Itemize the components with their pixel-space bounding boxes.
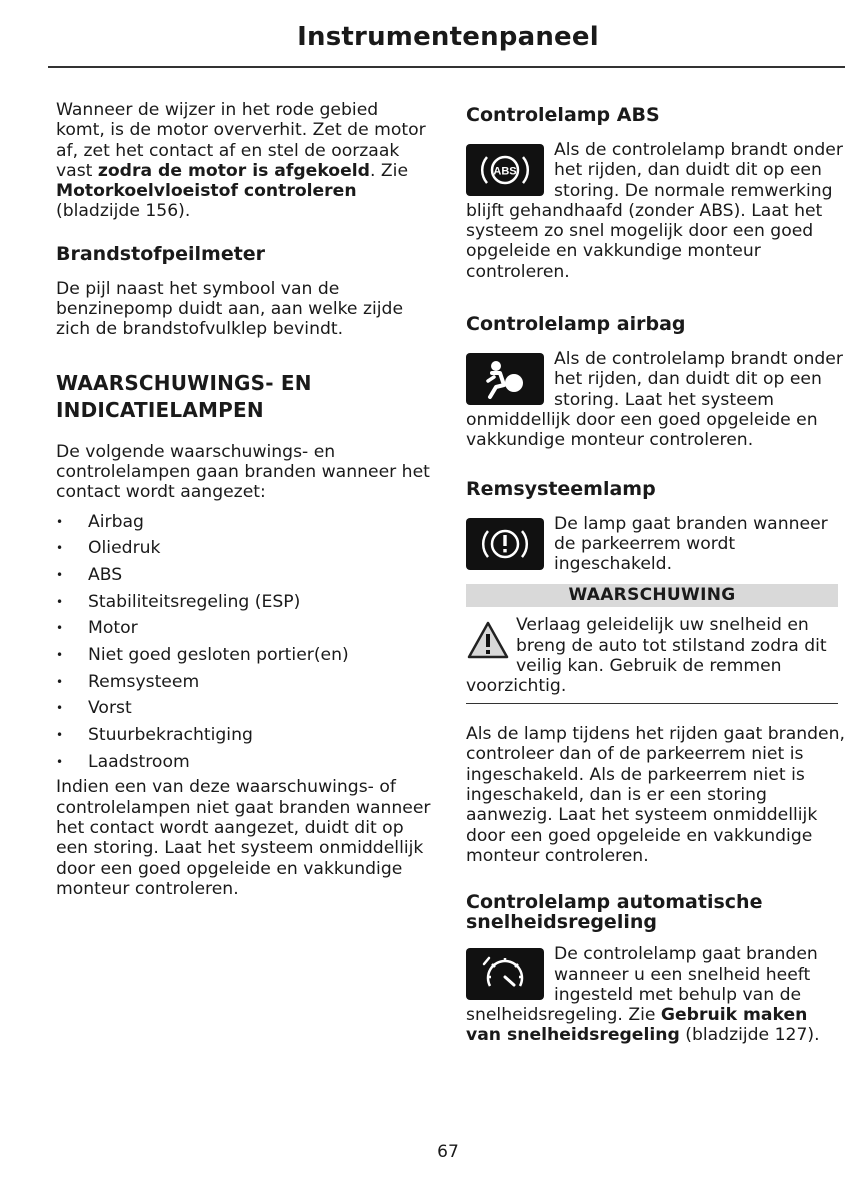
list-item: • Niet goed gesloten portier(en) (56, 644, 432, 671)
brake-heading: Remsysteemlamp (466, 477, 656, 500)
section-heading-line-2: INDICATIELAMPEN (56, 397, 264, 422)
cruise-control-icon (466, 948, 544, 1000)
outro-paragraph: Indien een van deze waarschuwings- of controlelampen niet gaat branden wanneer het contact wordt aangezet, duidt dit op een storing. Laat het systeem onmiddellijk door een goed opgeleide en vakkundige monteur controleren. (56, 777, 431, 899)
right-column (466, 100, 846, 1046)
cruise-link[interactable]: Gebruik maken van snelheidsregeling (466, 1005, 808, 1046)
list-item: • Oliedruk (56, 537, 432, 564)
intro-link-coolant[interactable]: Motorkoelvloeistof controleren (56, 181, 357, 202)
brake-text: De lamp gaat branden wanneer de parkeerrem wordt ingeschakeld. (554, 513, 828, 575)
warning-text: Verlaag geleidelijk uw snelheid en breng de auto tot stilstand zodra dit veilig kan. Gebruik de remmen voorzichtig. (466, 615, 827, 697)
cruise-text-end: (bladzijde 127). (679, 1025, 820, 1046)
brake-warning-icon (466, 518, 544, 570)
section-heading-line-1: WAARSCHUWINGS- EN (56, 370, 312, 395)
list-item: • Airbag (56, 511, 432, 538)
cruise-text-body: De controlelamp gaat branden wanneer u een snelheid heeft ingesteld met behulp van de snelheidsregeling. Zie (466, 944, 818, 1026)
cruise-heading-line-2: snelheidsregeling (466, 911, 657, 934)
airbag-block (466, 349, 846, 450)
list-item: • Laadstroom (56, 751, 432, 778)
left-column (56, 100, 432, 899)
abs-heading: Controlelamp ABS (466, 104, 660, 126)
cruise-heading (466, 892, 846, 932)
airbag-heading: Controlelamp airbag (466, 313, 686, 336)
header-divider (48, 66, 845, 68)
section-heading (56, 370, 432, 424)
lamp-list (56, 511, 432, 778)
list-item: • Remsysteem (56, 671, 432, 698)
abs-warning-icon (466, 144, 544, 196)
warning-triangle-icon (466, 619, 510, 665)
list-item: • Vorst (56, 697, 432, 724)
cruise-heading-line-1: Controlelamp automatische (466, 891, 763, 914)
intro-text-3: (bladzijde 156). (56, 201, 191, 222)
warning-block (466, 615, 846, 696)
fuel-gauge-heading: Brandstofpeilmeter (56, 242, 266, 265)
fuel-gauge-text: De pijl naast het symbool van de benzinepomp duidt aan, aan welke zijde zich de brandstofvulklep bevindt. (56, 278, 404, 340)
intro-text-1: Wanneer de wijzer in het rode gebied komt, is de motor oververhit. Zet de motor af, zet het contact af en stel de oorzaak vast (56, 100, 426, 181)
page-title: Instrumentenpaneel (297, 22, 599, 52)
abs-text: Als de controlelamp brandt onder het rijden, dan duidt dit op een storing. De normale remwerking blijft gehandhaafd (zonder ABS). Laat het systeem zo snel mogelijk door een goed opgeleide en vakkundige monteur controleren. (466, 140, 843, 282)
intro-paragraph (56, 100, 432, 222)
airbag-warning-icon (466, 353, 544, 405)
brake-block (466, 514, 846, 575)
list-item: • Stuurbekrachtiging (56, 724, 432, 751)
list-item: • Stabiliteitsregeling (ESP) (56, 591, 432, 618)
warning-banner: WAARSCHUWING (466, 584, 838, 607)
list-item: • Motor (56, 617, 432, 644)
abs-icon-label: ABS (493, 165, 517, 178)
warning-divider (466, 703, 838, 705)
airbag-text: Als de controlelamp brandt onder het rijden, dan duidt dit op een storing. Laat het systeem onmiddellijk door een goed opgeleide en vakkundige monteur controleren. (466, 349, 843, 451)
list-item: • ABS (56, 564, 432, 591)
brake-text-2: Als de lamp tijdens het rijden gaat branden, controleer dan of de parkeerrem niet is ingeschakeld. Als de parkeerrem niet is ingeschakeld, dan is er een storing aanwezig. Laat het systeem onmiddellijk door een goed opgeleide en vakkundige monteur controleren. (466, 724, 845, 866)
intro-text-2: . Zie (369, 160, 409, 181)
page-number: 67 (437, 1142, 459, 1162)
list-intro: De volgende waarschuwings- en controlelampen gaan branden wanneer het contact wordt aangezet: (56, 441, 430, 503)
cruise-block (466, 944, 846, 1045)
intro-bold-1: zodra de motor is afgekoeld (97, 160, 370, 181)
abs-block (466, 140, 846, 282)
